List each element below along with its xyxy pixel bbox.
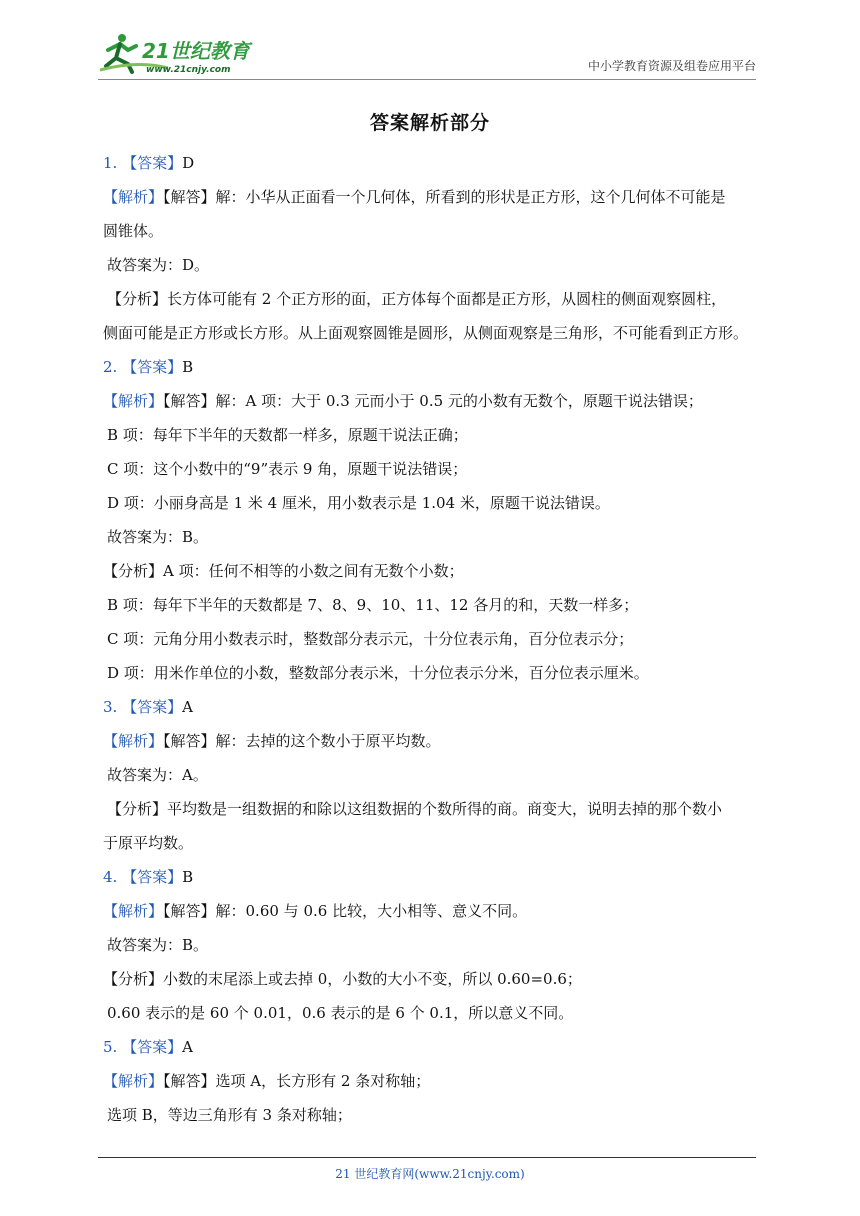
- answer-text: 【分析】小数的末尾添上或去掉 0，小数的大小不变，所以 0.60=0.6；: [103, 970, 582, 988]
- answer-line: [103, 996, 763, 1030]
- page-header: [98, 30, 756, 78]
- answer-text: 0.60 表示的是 60 个 0.01，0.6 表示的是 6 个 0.1，所以意义不同。: [107, 1004, 574, 1022]
- answer-text: 故答案为：D。: [107, 256, 210, 274]
- answer-line: [103, 384, 763, 418]
- answer-line: [103, 146, 763, 180]
- answer-text: 故答案为：B。: [107, 528, 209, 546]
- answer-text: 圆锥体。: [103, 222, 164, 240]
- answer-line: [103, 214, 763, 248]
- answer-line: [103, 418, 763, 452]
- answer-text: D 项：用米作单位的小数，整数部分表示米，十分位表示分米，百分位表示厘米。: [107, 664, 649, 682]
- answer-text: 【解答】解：A 项：大于 0.3 元而小于 0.5 元的小数有无数个，原题干说法错误；: [163, 392, 703, 410]
- answer-text: D: [182, 154, 195, 172]
- answer-line: [103, 724, 763, 758]
- answer-line: [103, 316, 763, 350]
- answer-text: 【解答】解：小华从正面看一个几何体，所看到的形状是正方形，这个几何体不可能是: [163, 188, 726, 206]
- page-title: 答案解析部分: [369, 112, 490, 134]
- answer-line: [103, 690, 763, 724]
- answer-text: 【解答】解：0.60 与 0.6 比较，大小相等、意义不同。: [163, 902, 528, 920]
- answer-line: [103, 622, 763, 656]
- answer-text: A: [182, 698, 193, 716]
- answer-line: [103, 554, 763, 588]
- answer-tag: 【解析】: [103, 188, 164, 206]
- answer-tag: 4. 【答案】: [103, 868, 183, 886]
- answer-text: 选项 B，等边三角形有 3 条对称轴；: [107, 1106, 352, 1124]
- header-platform-text: 中小学教育资源及组卷应用平台: [587, 59, 756, 73]
- answer-line: [103, 792, 763, 826]
- answer-line: [103, 180, 763, 214]
- answer-line: [103, 350, 763, 384]
- answer-line: [103, 860, 763, 894]
- answer-tag: 3. 【答案】: [103, 698, 183, 716]
- answer-tag: 1. 【答案】: [103, 154, 183, 172]
- answer-line: [103, 1064, 763, 1098]
- answer-text: 【解答】选项 A，长方形有 2 条对称轴；: [163, 1072, 431, 1090]
- answer-text: 侧面可能是正方形或长方形。从上面观察圆锥是圆形，从侧面观察是三角形，不可能看到正方形。: [103, 324, 749, 342]
- answer-line: [103, 758, 763, 792]
- answer-text: 【分析】平均数是一组数据的和除以这组数据的个数所得的商。商变大，说明去掉的那个数小: [107, 800, 723, 818]
- answer-text: D 项：小丽身高是 1 米 4 厘米，用小数表示是 1.04 米，原题干说法错误。: [107, 494, 610, 512]
- answer-line: [103, 894, 763, 928]
- answer-text: C 项：这个小数中的“9”表示 9 角，原题干说法错误；: [107, 460, 468, 478]
- answer-line: [103, 282, 763, 316]
- answer-text: 于原平均数。: [103, 834, 194, 852]
- answer-text: A: [182, 1038, 193, 1056]
- answer-content: [103, 146, 763, 1132]
- answer-line: [103, 826, 763, 860]
- answer-line: [103, 588, 763, 622]
- answer-line: [103, 1030, 763, 1064]
- answer-tag: 【解析】: [103, 392, 164, 410]
- answer-text: 故答案为：B。: [107, 936, 209, 954]
- answer-text: B: [182, 358, 194, 376]
- answer-line: [103, 962, 763, 996]
- answer-text: B 项：每年下半年的天数都一样多，原题干说法正确；: [107, 426, 468, 444]
- answer-text: 故答案为：A。: [107, 766, 208, 784]
- answer-tag: 【解析】: [103, 1072, 164, 1090]
- answer-text: 【解答】解：去掉的这个数小于原平均数。: [163, 732, 441, 750]
- header-divider: [98, 79, 756, 80]
- answer-line: [103, 1098, 763, 1132]
- runner-logo-icon: [98, 30, 268, 76]
- answer-text: C 项：元角分用小数表示时，整数部分表示元，十分位表示角，百分位表示分；: [107, 630, 634, 648]
- answer-line: [103, 928, 763, 962]
- answer-line: [103, 248, 763, 282]
- answer-text: B 项：每年下半年的天数都是 7、8、9、10、11、12 各月的和，天数一样多；: [107, 596, 639, 614]
- answer-line: [103, 486, 763, 520]
- footer-text: 21 世纪教育网(www.21cnjy.com): [335, 1167, 525, 1181]
- answer-tag: 【解析】: [103, 902, 164, 920]
- site-logo: [98, 30, 268, 76]
- answer-line: [103, 452, 763, 486]
- footer-divider: [98, 1157, 756, 1158]
- answer-line: [103, 520, 763, 554]
- answer-text: B: [182, 868, 194, 886]
- answer-tag: 5. 【答案】: [103, 1038, 183, 1056]
- logo-main-text: 21世纪教育: [142, 39, 250, 63]
- answer-text: 【分析】A 项：任何不相等的小数之间有无数个小数；: [103, 562, 464, 580]
- answer-tag: 【解析】: [103, 732, 164, 750]
- answer-line: [103, 656, 763, 690]
- logo-sub-text: www.21cnjy.com: [146, 65, 231, 75]
- answer-tag: 2. 【答案】: [103, 358, 183, 376]
- answer-text: 【分析】长方体可能有 2 个正方形的面，正方体每个面都是正方形，从圆柱的侧面观察圆柱，: [107, 290, 727, 308]
